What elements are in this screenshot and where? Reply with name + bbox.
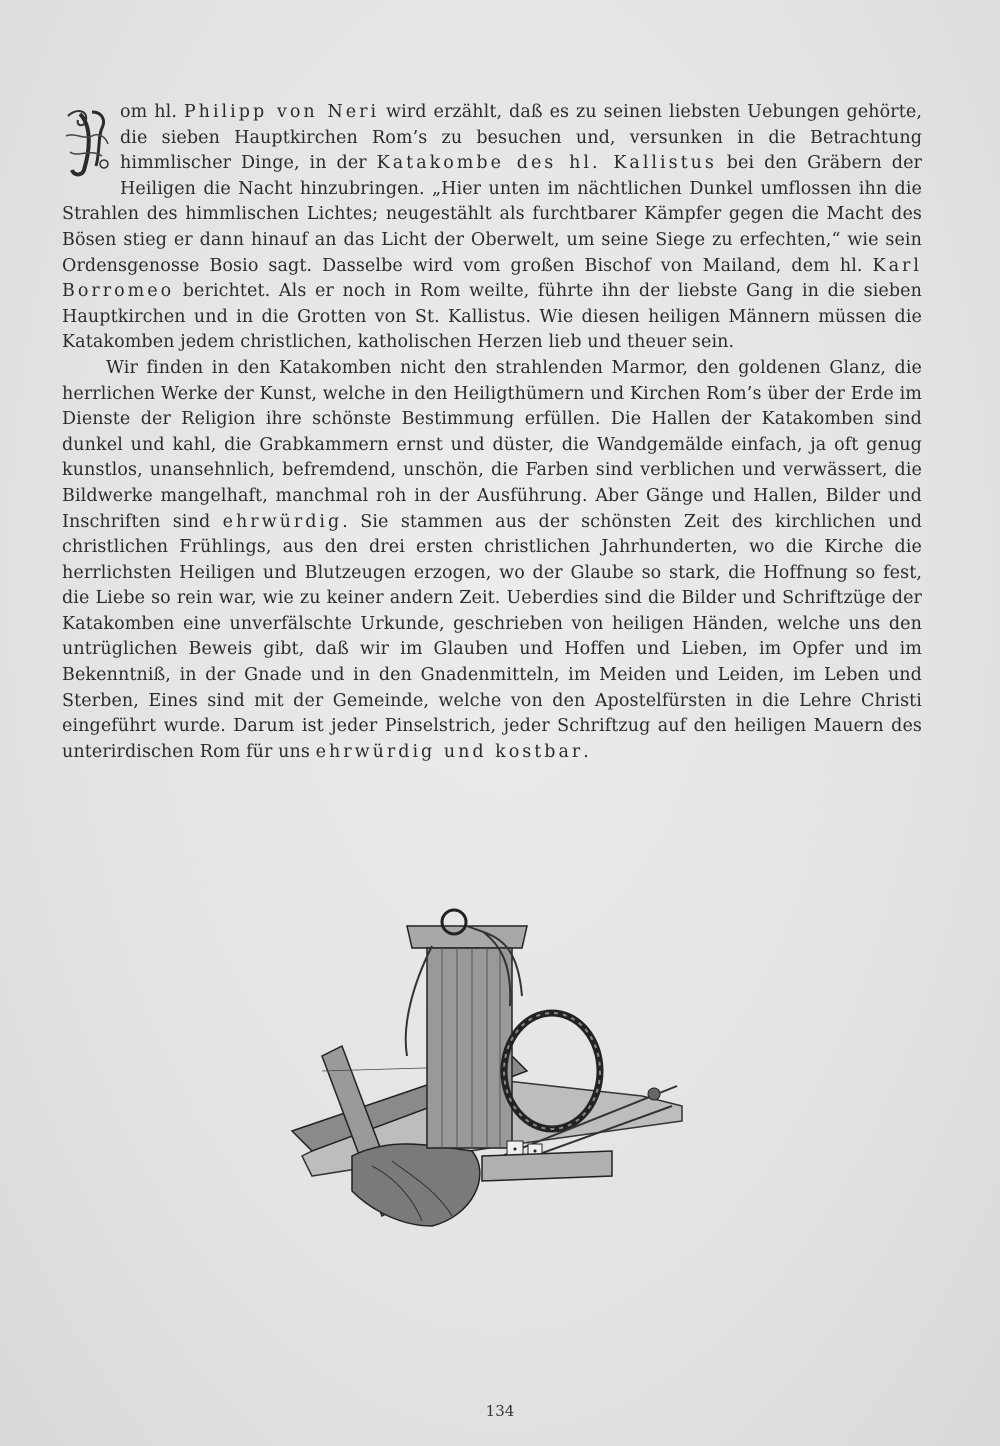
body-text: [62, 100, 922, 765]
decorated-initial-icon: [62, 106, 112, 178]
page-number: 134: [485, 1402, 515, 1420]
paragraph-1: om hl. Philipp von Neri wird erzählt, daß es zu seinen liebsten Uebungen gehörte, die sieben Hauptkirchen Rom’s zu besuchen und, versunken in die Betrachtung himmlischer Dinge, in der Katakombe des hl. Kallistus bei den Gräbern der Heiligen die Nacht hinzubringen. „Hier unten im nächtlichen Dunkel umflossen ihn die Strahlen des himmlischen Lichtes; neugestählt als furchtbarer Kämpfer gegen die Macht des Bösen stieg er dann hinauf an das Licht der Oberwelt, um seine Siege zu erfechten,“ wie sein Ordensgenosse Bosio sagt. Dasselbe wird vom großen Bischof von Mailand, dem hl. Karl Borromeo berichtet. Als er noch in Rom weilte, führte ihn der liebste Gang in die sieben Hauptkirchen und in die Grotten von St. Kallistus. Wie diesen heiligen Männern müssen die Katakomben jedem christlichen, katholischen Herzen lieb und theuer sein.: [62, 102, 922, 353]
column-crown-of-thorns-engraving-icon: [282, 906, 702, 1236]
paragraph-2: Wir finden in den Katakomben nicht den strahlenden Marmor, den goldenen Glanz, die herrlichen Werke der Kunst, welche in den Heiligthümern und Kirchen Rom’s über der Erde im Dienste der Religion ihre schönste Bestimmung erfüllen. Die Hallen der Katakomben sind dunkel und kahl, die Grabkammern ernst und düster, die Wandgemälde einfach, ja oft genug kunstlos, unansehnlich, befremdend, unschön, die Farben sind verblichen und verwässert, die Bildwerke mangelhaft, manchmal roh in der Ausführung. Aber Gänge und Hallen, Bilder und Inschriften sind ehrwürdig. Sie stammen aus der schönsten Zeit des kirchlichen und christlichen Frühlings, aus den drei ersten christlichen Jahrhunderten, wo die Kirche die herrlichsten Heiligen und Blutzeugen erzogen, wo der Glaube so stark, die Hoffnung so fest, die Liebe so rein war, wie zu keiner andern Zeit. Ueberdies sind die Bilder und Schriftzüge der Katakomben eine unverfälschte Urkunde, geschrieben von heiligen Händen, welche uns den untrüglichen Beweis gibt, daß wir im Glauben und Hoffen und Lieben, im Opfer und im Bekenntniß, in der Gnade und in den Gnadenmitteln, im Meiden und Leiden, im Leben und Sterben, Eines sind mit der Gemeinde, welche von den Apostelfürsten in die Lehre Christi eingeführt wurde. Darum ist jeder Pinselstrich, jeder Schriftzug auf den heiligen Mauern des unterirdischen Rom für uns ehrwürdig und kostbar.: [62, 357, 922, 762]
